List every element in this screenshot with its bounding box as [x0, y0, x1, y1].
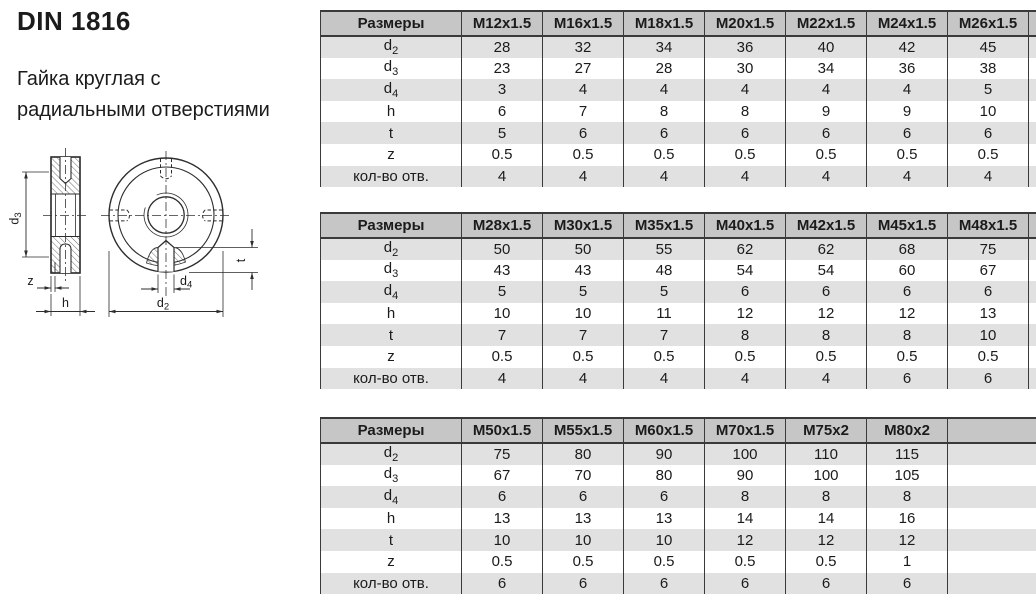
- row-label-cell: [321, 79, 462, 101]
- value-cell: 13: [462, 508, 543, 530]
- value-cell: 6: [705, 122, 786, 144]
- value-cell: 10: [462, 529, 543, 551]
- value-cell-empty: [1029, 144, 1036, 166]
- row-label: t: [388, 124, 394, 142]
- table-row: [321, 238, 1036, 260]
- value-cell: 16: [867, 508, 948, 530]
- value-cell: 8: [786, 486, 867, 508]
- value-cell: 67: [462, 465, 543, 487]
- value-cell-empty: [1029, 303, 1036, 325]
- page-subtitle: [17, 64, 270, 126]
- dimension-d4: [141, 274, 192, 293]
- column-header: M22x1.5: [786, 11, 867, 36]
- value-cell: 6: [786, 573, 867, 595]
- value-cell: 6: [786, 122, 867, 144]
- value-cell: 36: [867, 58, 948, 80]
- corner-header: Размеры: [321, 418, 462, 443]
- value-cell: 12: [867, 303, 948, 325]
- value-cell: 60: [867, 260, 948, 282]
- table-row: [321, 36, 1036, 58]
- value-cell: 32: [543, 36, 624, 58]
- value-cell: 55: [624, 238, 705, 260]
- column-header: M60x1.5: [624, 418, 705, 443]
- value-cell: 34: [786, 58, 867, 80]
- value-cell: 100: [705, 443, 786, 465]
- table-header-row: [321, 418, 1036, 443]
- table-row: [321, 166, 1036, 188]
- front-view: [101, 151, 231, 296]
- row-label: $d_3$: [383, 58, 399, 79]
- value-cell: 45: [948, 36, 1029, 58]
- value-cell: 6: [867, 368, 948, 390]
- value-cell: 5: [948, 79, 1029, 101]
- dimension-d3: [8, 172, 50, 257]
- corner-header: Размеры: [321, 213, 462, 238]
- value-cell: 50: [543, 238, 624, 260]
- value-cell: 0.5: [705, 144, 786, 166]
- value-cell: 4: [543, 368, 624, 390]
- row-label-cell: [321, 101, 462, 123]
- column-header-empty: [1029, 213, 1036, 238]
- value-cell: 6: [786, 281, 867, 303]
- table-row: [321, 58, 1036, 80]
- value-cell: 5: [543, 281, 624, 303]
- value-cell: 90: [624, 443, 705, 465]
- value-cell: 0.5: [867, 346, 948, 368]
- column-header: M50x1.5: [462, 418, 543, 443]
- value-cell: 9: [786, 101, 867, 123]
- value-cell: 6: [948, 281, 1029, 303]
- row-label-cell: [321, 324, 462, 346]
- value-cell: 28: [624, 58, 705, 80]
- value-cell: 42: [867, 36, 948, 58]
- value-cell: 4: [867, 166, 948, 188]
- value-cell: 38: [948, 58, 1029, 80]
- row-label-cell: [321, 281, 462, 303]
- svg-text:h: h: [62, 296, 69, 310]
- table-row: [321, 529, 1036, 551]
- value-cell: 0.5: [948, 346, 1029, 368]
- value-cell: 3: [462, 79, 543, 101]
- value-cell: 110: [786, 443, 867, 465]
- value-cell-empty: [1029, 368, 1036, 390]
- value-cell-empty: [1029, 324, 1036, 346]
- value-cell: 0.5: [624, 551, 705, 573]
- value-cell: 10: [462, 303, 543, 325]
- value-cell: 0.5: [624, 346, 705, 368]
- value-cell: 0.5: [543, 551, 624, 573]
- dimension-table-m28-m48: [320, 212, 1036, 389]
- row-label: $d_4$: [383, 79, 399, 100]
- value-cell: 8: [867, 324, 948, 346]
- value-cell: 100: [786, 465, 867, 487]
- row-label-cell: [321, 465, 462, 487]
- table-row: [321, 508, 1036, 530]
- row-label: кол-во отв.: [353, 574, 429, 592]
- value-cell-empty: [948, 529, 1036, 551]
- value-cell: 6: [462, 101, 543, 123]
- value-cell: 0.5: [786, 346, 867, 368]
- row-label: $d_2$: [383, 239, 399, 260]
- svg-text:d2: $d_2$: [156, 296, 170, 313]
- value-cell: 4: [543, 166, 624, 188]
- value-cell: 4: [543, 79, 624, 101]
- value-cell: 4: [624, 79, 705, 101]
- value-cell: 4: [786, 368, 867, 390]
- value-cell: 8: [705, 324, 786, 346]
- value-cell: 6: [543, 122, 624, 144]
- value-cell: 12: [705, 529, 786, 551]
- row-label: h: [386, 305, 396, 323]
- value-cell-empty: [1029, 166, 1036, 188]
- dimension-table-m12-m26: [320, 10, 1036, 187]
- value-cell: 10: [543, 303, 624, 325]
- value-cell: 27: [543, 58, 624, 80]
- value-cell: 6: [462, 486, 543, 508]
- value-cell: 36: [705, 36, 786, 58]
- value-cell: 80: [543, 443, 624, 465]
- row-label-cell: [321, 443, 462, 465]
- value-cell: 7: [462, 324, 543, 346]
- value-cell: 80: [624, 465, 705, 487]
- nut-drawing-svg: [0, 138, 318, 334]
- value-cell: 10: [948, 101, 1029, 123]
- table-row: [321, 465, 1036, 487]
- row-label-cell: [321, 166, 462, 188]
- value-cell: 6: [948, 122, 1029, 144]
- row-label-cell: [321, 144, 462, 166]
- dimension-tables-column: [320, 0, 1036, 606]
- column-header: M35x1.5: [624, 213, 705, 238]
- column-header: M12x1.5: [462, 11, 543, 36]
- value-cell: 23: [462, 58, 543, 80]
- value-cell: 12: [867, 529, 948, 551]
- table-row: [321, 144, 1036, 166]
- column-header-empty: [948, 418, 1036, 443]
- value-cell-empty: [1029, 281, 1036, 303]
- value-cell: 70: [543, 465, 624, 487]
- value-cell: 6: [948, 368, 1029, 390]
- value-cell: 6: [624, 486, 705, 508]
- value-cell: 10: [624, 529, 705, 551]
- table-row: [321, 368, 1036, 390]
- column-header: M40x1.5: [705, 213, 786, 238]
- value-cell: 5: [462, 281, 543, 303]
- table-row: [321, 303, 1036, 325]
- value-cell: 0.5: [786, 144, 867, 166]
- row-label-cell: [321, 36, 462, 58]
- column-header: M26x1.5: [948, 11, 1029, 36]
- dimension-z: [27, 274, 69, 292]
- dimension-table-m50-m80: [320, 417, 1036, 594]
- value-cell: 12: [786, 303, 867, 325]
- row-label: z: [387, 348, 395, 366]
- table-row: [321, 260, 1036, 282]
- value-cell-empty: [1029, 260, 1036, 282]
- row-label: h: [386, 510, 396, 528]
- svg-text:d4: $d_4$: [180, 274, 193, 291]
- table-row: [321, 551, 1036, 573]
- value-cell: 8: [705, 101, 786, 123]
- value-cell: 4: [705, 368, 786, 390]
- row-label: t: [388, 531, 394, 549]
- value-cell-empty: [948, 573, 1036, 595]
- value-cell: 6: [624, 122, 705, 144]
- table-row: [321, 486, 1036, 508]
- value-cell-empty: [1029, 79, 1036, 101]
- value-cell: 8: [867, 486, 948, 508]
- value-cell: 0.5: [867, 144, 948, 166]
- value-cell: 6: [867, 573, 948, 595]
- column-header-empty: [1029, 11, 1036, 36]
- value-cell: 8: [624, 101, 705, 123]
- corner-header: Размеры: [321, 11, 462, 36]
- row-label-cell: [321, 303, 462, 325]
- value-cell: 48: [624, 260, 705, 282]
- value-cell: 62: [786, 238, 867, 260]
- value-cell: 54: [786, 260, 867, 282]
- value-cell: 4: [786, 79, 867, 101]
- value-cell: 6: [867, 122, 948, 144]
- row-label: z: [387, 553, 395, 571]
- value-cell: 62: [705, 238, 786, 260]
- row-label: $d_3$: [383, 465, 399, 486]
- value-cell: 0.5: [705, 551, 786, 573]
- value-cell: 43: [462, 260, 543, 282]
- value-cell: 4: [624, 368, 705, 390]
- row-label-cell: [321, 573, 462, 595]
- row-label-cell: [321, 508, 462, 530]
- value-cell: 8: [786, 324, 867, 346]
- column-header: M24x1.5: [867, 11, 948, 36]
- svg-text:t: t: [234, 258, 248, 263]
- column-header: M70x1.5: [705, 418, 786, 443]
- column-header: M75x2: [786, 418, 867, 443]
- value-cell: 12: [705, 303, 786, 325]
- value-cell: 0.5: [462, 144, 543, 166]
- side-section-view: [43, 148, 89, 283]
- column-header: M55x1.5: [543, 418, 624, 443]
- value-cell: 0.5: [948, 144, 1029, 166]
- svg-text:d3: $d_3$: [7, 212, 24, 225]
- value-cell-empty: [1029, 58, 1036, 80]
- value-cell-empty: [948, 443, 1036, 465]
- value-cell: 67: [948, 260, 1029, 282]
- value-cell: 14: [786, 508, 867, 530]
- value-cell-empty: [948, 465, 1036, 487]
- row-label: z: [387, 146, 395, 164]
- value-cell: 7: [543, 324, 624, 346]
- value-cell: 8: [705, 486, 786, 508]
- column-header: M20x1.5: [705, 11, 786, 36]
- value-cell: 4: [948, 166, 1029, 188]
- value-cell: 68: [867, 238, 948, 260]
- row-label: кол-во отв.: [353, 369, 429, 387]
- value-cell: 0.5: [543, 144, 624, 166]
- table-row: [321, 281, 1036, 303]
- page-subtitle-line1: Гайка круглая с: [17, 68, 161, 90]
- column-header: M16x1.5: [543, 11, 624, 36]
- row-label: кол-во отв.: [353, 167, 429, 185]
- value-cell-empty: [948, 486, 1036, 508]
- value-cell: 0.5: [543, 346, 624, 368]
- row-label: t: [388, 326, 394, 344]
- value-cell-empty: [1029, 122, 1036, 144]
- table-row: [321, 324, 1036, 346]
- value-cell: 9: [867, 101, 948, 123]
- value-cell: 0.5: [462, 346, 543, 368]
- value-cell: 5: [624, 281, 705, 303]
- technical-drawing: [0, 138, 318, 334]
- value-cell-empty: [1029, 101, 1036, 123]
- column-header: M30x1.5: [543, 213, 624, 238]
- value-cell: 115: [867, 443, 948, 465]
- value-cell: 90: [705, 465, 786, 487]
- value-cell-empty: [1029, 36, 1036, 58]
- row-label-cell: [321, 368, 462, 390]
- row-label-cell: [321, 551, 462, 573]
- value-cell: 43: [543, 260, 624, 282]
- value-cell: 6: [543, 486, 624, 508]
- value-cell: 6: [867, 281, 948, 303]
- row-label-cell: [321, 122, 462, 144]
- value-cell: 6: [462, 573, 543, 595]
- value-cell: 105: [867, 465, 948, 487]
- value-cell: 50: [462, 238, 543, 260]
- value-cell: 34: [624, 36, 705, 58]
- value-cell: 6: [624, 573, 705, 595]
- value-cell: 13: [948, 303, 1029, 325]
- value-cell: 0.5: [786, 551, 867, 573]
- row-label-cell: [321, 238, 462, 260]
- value-cell-empty: [1029, 346, 1036, 368]
- table-row: [321, 101, 1036, 123]
- page-subtitle-line2: радиальными отверстиями: [17, 99, 270, 121]
- table-header-row: [321, 213, 1036, 238]
- value-cell: 5: [462, 122, 543, 144]
- value-cell: 6: [705, 281, 786, 303]
- row-label: $d_4$: [383, 486, 399, 507]
- value-cell: 12: [786, 529, 867, 551]
- table-row: [321, 443, 1036, 465]
- value-cell: 1: [867, 551, 948, 573]
- value-cell: 11: [624, 303, 705, 325]
- table-row: [321, 346, 1036, 368]
- table-row: [321, 79, 1036, 101]
- column-header: M18x1.5: [624, 11, 705, 36]
- column-header: M42x1.5: [786, 213, 867, 238]
- value-cell: 28: [462, 36, 543, 58]
- value-cell: 6: [705, 573, 786, 595]
- value-cell-empty: [948, 508, 1036, 530]
- value-cell: 0.5: [705, 346, 786, 368]
- value-cell: 4: [786, 166, 867, 188]
- row-label: h: [386, 103, 396, 121]
- value-cell: 4: [705, 166, 786, 188]
- row-label: $d_4$: [383, 281, 399, 302]
- value-cell: 14: [705, 508, 786, 530]
- value-cell: 10: [948, 324, 1029, 346]
- value-cell: 75: [462, 443, 543, 465]
- table-header-row: [321, 11, 1036, 36]
- value-cell: 7: [543, 101, 624, 123]
- table-row: [321, 573, 1036, 595]
- table-row: [321, 122, 1036, 144]
- value-cell: 0.5: [462, 551, 543, 573]
- row-label: $d_3$: [383, 260, 399, 281]
- value-cell: 13: [624, 508, 705, 530]
- value-cell: 4: [867, 79, 948, 101]
- value-cell: 13: [543, 508, 624, 530]
- value-cell: 0.5: [624, 144, 705, 166]
- value-cell: 10: [543, 529, 624, 551]
- row-label-cell: [321, 58, 462, 80]
- row-label: $d_2$: [383, 37, 399, 58]
- svg-text:z: z: [27, 274, 34, 288]
- value-cell: 4: [462, 368, 543, 390]
- row-label-cell: [321, 486, 462, 508]
- dimension-h: [36, 276, 95, 316]
- value-cell: 4: [462, 166, 543, 188]
- column-header: M45x1.5: [867, 213, 948, 238]
- row-label: $d_2$: [383, 444, 399, 465]
- value-cell-empty: [948, 551, 1036, 573]
- value-cell: 54: [705, 260, 786, 282]
- value-cell: 30: [705, 58, 786, 80]
- row-label-cell: [321, 260, 462, 282]
- value-cell-empty: [1029, 238, 1036, 260]
- value-cell: 75: [948, 238, 1029, 260]
- row-label-cell: [321, 529, 462, 551]
- row-label-cell: [321, 346, 462, 368]
- column-header: M80x2: [867, 418, 948, 443]
- value-cell: 7: [624, 324, 705, 346]
- column-header: M48x1.5: [948, 213, 1029, 238]
- value-cell: 4: [624, 166, 705, 188]
- value-cell: 6: [543, 573, 624, 595]
- page-title: DIN 1816: [17, 6, 131, 36]
- value-cell: 40: [786, 36, 867, 58]
- column-header: M28x1.5: [462, 213, 543, 238]
- value-cell: 4: [705, 79, 786, 101]
